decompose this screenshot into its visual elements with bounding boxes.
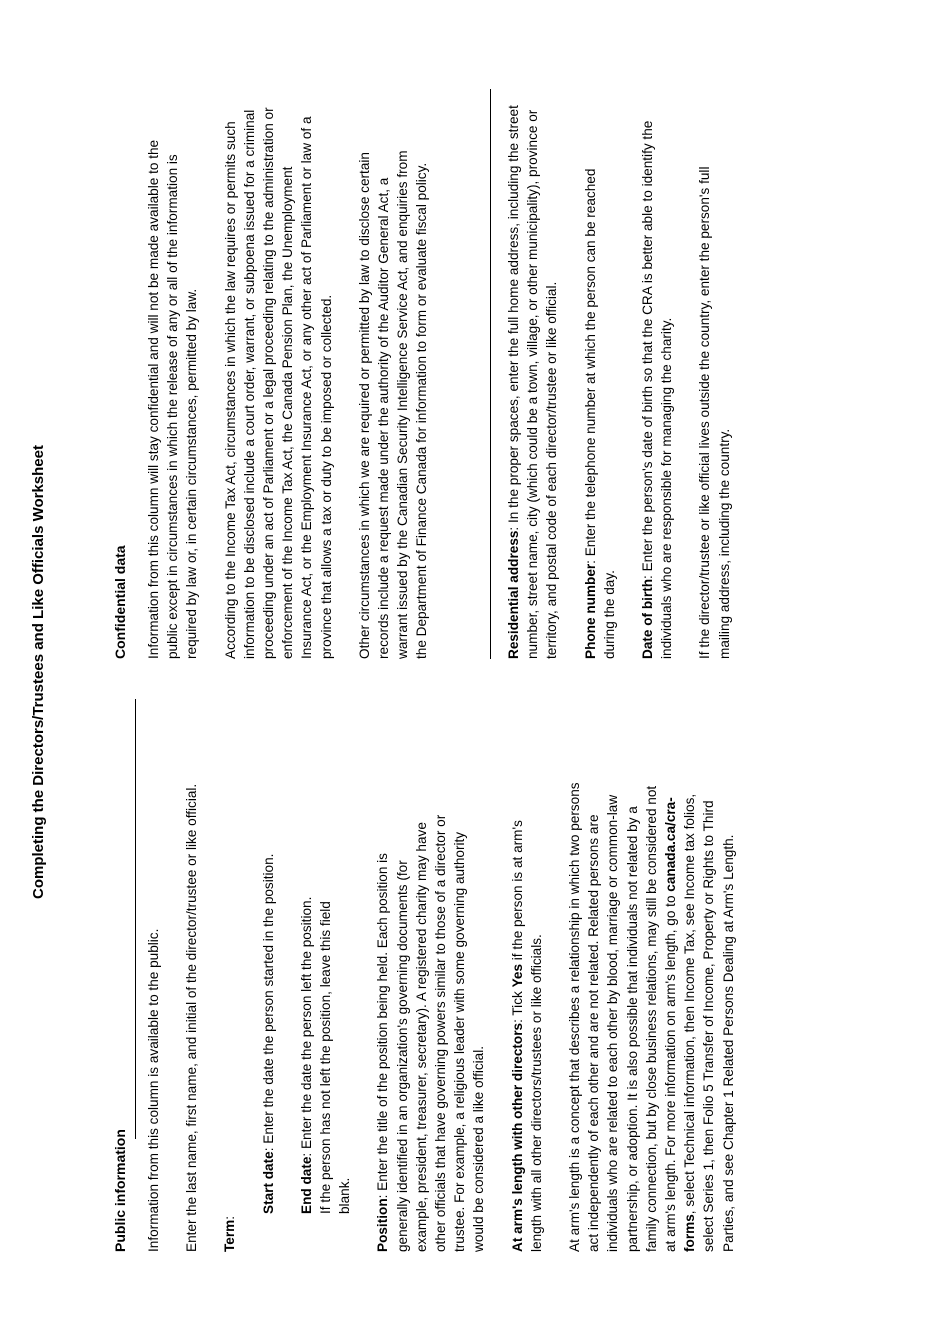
arms-yes: Yes	[509, 963, 525, 988]
confidential-fields	[504, 94, 734, 659]
position-desc: Position: Enter the title of the position being held. Each position is generally identified in an organization's governing documents (for example, president, treasurer, secretary). A registered charity may have other officials that have governing powers similar to those of a director or trustee. For example, a religious leader with some governing authority would be considered a like official.	[375, 814, 487, 1252]
public-intro: Information from this column is available to the public.	[146, 928, 161, 1252]
end-date-desc: End date: Enter the date the person left the position. If the person has not left the position, leave this field blank.	[298, 896, 353, 1214]
phone-number-desc: Phone number: Enter the telephone number at which the person can be reached during the day.	[582, 168, 617, 659]
arms-length-desc: At arm's length with other directors: Tick Yes if the person is at arm's length with all other directors/trustees or like officials.	[509, 820, 544, 1252]
phone-number-label: Phone number	[582, 563, 598, 659]
date-of-birth-label: Date of birth	[640, 578, 656, 659]
cra-forms-link[interactable]: canada.ca/cra-forms	[663, 797, 698, 1252]
confidential-divider	[490, 89, 491, 659]
start-date-label: Start date	[260, 1151, 276, 1214]
public-heading: Public information	[112, 1129, 128, 1252]
public-column	[144, 782, 738, 1252]
confidential-para-3: Other circumstances in which we are required or permitted by law to disclose certain records include a request made under the authority of the Auditor General Act, a warrant issued by the Canadian Security Intelligence Service Act, and enquiries from the Department of Finance Canada for information to form or evaluate fiscal policy.	[356, 150, 430, 659]
public-heading-rule	[135, 699, 136, 1139]
confidential-para-1: Information from this column will stay confidential and will not be made available to the public except in circumstances in which the release of any or all of the information is required by law or, in certain circumstances, permitted by law.	[146, 139, 200, 659]
term-label: Term	[222, 1219, 238, 1252]
arms-length-label: At arm's length with other directors	[509, 1022, 525, 1252]
end-date-label: End date	[298, 1156, 314, 1214]
confidential-heading: Confidential data	[112, 545, 128, 659]
position-label: Position	[375, 1198, 391, 1252]
start-date-desc: Start date: Enter the date the person started in the position.	[260, 853, 276, 1214]
outside-country-desc: If the director/trustee or like official lives outside the country, enter the person's full mailing address, including the country.	[697, 166, 732, 659]
residential-address-desc: Residential address: In the proper spaces, enter the full home address, including the street number, street name, city (which could be a town, village, or other municipality), province or territory, and postal code of each director/trustee or like official.	[506, 105, 560, 659]
date-of-birth-desc: Date of birth: Enter the person's date of birth so that the CRA is better able to identify the individuals who are responsible for managing the charity.	[640, 120, 675, 659]
page-title: Completing the Directors/Trustees and Like Officials Worksheet	[30, 445, 47, 900]
confidential-para-2: According to the Income Tax Act, circumstances in which the law requires or permits such information to be disclosed include a court order, warrant, or subpoena issued for a criminal proceeding under an act of Parliament or a legal proceeding relating to the administration or enforcement of the Income Tax Act, the Canada Pension Plan, the Unemployment Insurance Act, or the Employment Insurance Act, or any other act of Parliament or law of a province that allows a tax or duty to be imposed or collected.	[222, 107, 334, 659]
arms-length-explanation: At arm's length is a concept that describes a relationship in which two persons act independently of each other and are not related. Related persons are individuals who are related to each other by blood, marriage or common-law partnership, or adoption. It is also possible that individuals not related by a family connection, but by close business relations, may still be considered not at arm's length. For more information on arm's length, go to canada.ca/cra-forms, select Technical information, then Income Tax, see Income tax folios, select Series 1, then Folio 5 Transfer of Income, Property or Rights to Third Parties, and see Chapter 1 Related Persons Dealing at Arm's Length.	[567, 782, 736, 1252]
residential-address-label: Residential address	[506, 530, 521, 659]
term-line: Term:	[222, 1215, 238, 1252]
confidential-column	[144, 104, 432, 659]
public-enter-name: Enter the last name, first name, and initial of the director/trustee or like official.	[184, 783, 200, 1252]
